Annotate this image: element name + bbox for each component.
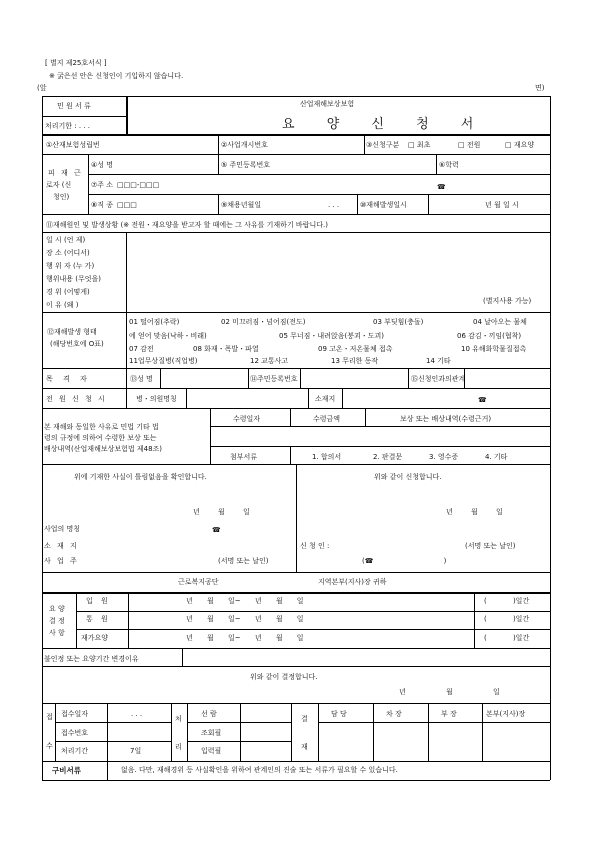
receipt-label-a: 접 — [46, 713, 53, 721]
applicant-sign: (서명 또는 날인) — [465, 542, 516, 550]
decision-inpatient: 입 원 — [86, 597, 111, 605]
org-name: 산업재해보상보험 — [300, 100, 355, 108]
home-days: ( )일간 — [484, 634, 530, 642]
company-phone-icon: ☎ — [212, 526, 221, 534]
page-title: 요 양 신 청 서 — [282, 117, 488, 132]
query-label: 조회필 — [201, 729, 222, 737]
witness-label: 목 격 자 — [46, 375, 91, 383]
attach-other[interactable]: 4. 기타 — [485, 453, 508, 461]
cause-who: 행 위 자 (누 가) — [46, 262, 95, 270]
decision-label-3: 사 항 — [49, 629, 65, 637]
apply-option-transfer[interactable]: □ 전원 — [458, 141, 481, 149]
cause-where: 장 소 (어디서) — [46, 249, 90, 257]
apply-option-first[interactable]: □ 최초 — [408, 141, 431, 149]
approval-staff: 담 당 — [331, 710, 347, 718]
outpatient-days: ( )일간 — [484, 615, 530, 623]
apply-type-label: ③신청구분 — [366, 141, 400, 149]
hospital-name-label: 병・의원명칭 — [136, 395, 177, 403]
receive-date-dots: . . . — [131, 710, 143, 718]
check-label: 선 람 — [201, 710, 217, 718]
form12-05[interactable]: 05 무너짐・내려앉음(붕괴・도괴) — [279, 332, 384, 340]
witness-rrn: ⑭주민등록번호 — [250, 375, 298, 383]
business-no-label: ②사업개시번호 — [221, 141, 268, 149]
apply-statement: 위와 같이 신청합니다. — [374, 473, 442, 481]
form12-08[interactable]: 08 화재・폭발・파열 — [193, 345, 259, 353]
approval-label-a: 결 — [301, 715, 308, 723]
border-bottom — [42, 780, 550, 781]
form12-11[interactable]: 11업무상질병(직업병) — [129, 357, 198, 365]
footer-label: 구비서류 — [52, 766, 81, 775]
border-left — [42, 96, 43, 780]
decision-label: 결 정 — [49, 617, 65, 625]
home-period: 년 월 일~ 년 월 일 — [186, 634, 304, 642]
cause-header: ⑪재해원인 및 발생상황 (※ 전원・재요양을 받고자 할 때에는 그 사유를 기재하기 바랍니다.) — [46, 221, 328, 229]
input-label: 입력필 — [201, 747, 222, 755]
address-label: ⑦주 소 — [91, 181, 114, 189]
cause-when: 일 시 (언 제) — [46, 236, 86, 244]
form12-label: ⑫재해발생 형태 — [47, 328, 97, 336]
comp-text-1: 본 재해와 동일한 사유로 민법 기타 법 — [44, 423, 159, 431]
form12-14[interactable]: 14 기타 — [426, 357, 451, 365]
form12-13[interactable]: 13 무리한 동작 — [331, 357, 379, 365]
job-label: ⑧직 종 — [91, 201, 114, 209]
front-label: (앞 — [37, 84, 47, 92]
attach-judgment[interactable]: 2. 판결문 — [373, 453, 403, 461]
witness-relation: ⑮신청인과의관계 — [411, 375, 466, 383]
applicant-label: 신 청 인 : — [300, 542, 330, 550]
address-postcode[interactable]: □□□-□□□ — [117, 181, 160, 189]
comp-text-3: 배상내역(산업재해보상보험법 제48조) — [44, 445, 163, 453]
form12-12[interactable]: 12 교통사고 — [250, 357, 289, 365]
process-label-a: 처 — [175, 715, 182, 723]
form-note: ※ 굵은선 안은 신청인이 기입하지 않습니다. — [49, 72, 184, 80]
form12-04[interactable]: 04 날아오는 물체 — [473, 318, 527, 326]
confirm-statement: 위에 기재한 사실이 틀림없음을 확인합니다. — [74, 473, 207, 481]
decided-statement: 위와 같이 결정합니다. — [250, 673, 318, 681]
form12-sublabel: (해당번호에 O표) — [50, 340, 104, 348]
form12-07[interactable]: 07 감전 — [129, 345, 154, 353]
inpatient-days: ( )일간 — [484, 597, 530, 605]
approval-dept: 부 장 — [441, 710, 457, 718]
processing-deadline: 처리기한 : . . . — [45, 122, 90, 130]
prior-hospital-label: 전 원 신 청 시 — [46, 395, 107, 403]
injured-label: 로자 (신 — [46, 181, 72, 189]
owner-sign: (서명 또는 날인) — [218, 557, 269, 565]
cause-how: 경 위 (어떻게) — [46, 288, 90, 296]
hire-date-label: ⑨채용년월일 — [221, 201, 262, 209]
process-label-b: 리 — [175, 743, 182, 751]
agency-name: 근로복지공단 — [178, 578, 219, 586]
attach-label: 첨부서류 — [230, 453, 258, 461]
form12-10[interactable]: 10 유해화학물질접촉 — [461, 345, 527, 353]
form12-03[interactable]: 03 부딪힘(충돌) — [373, 318, 424, 326]
receive-date-label: 접수일자 — [61, 710, 89, 718]
deadline-label: 처리기간 — [61, 747, 89, 755]
approval-label-b: 재 — [301, 743, 308, 751]
rrn-label: ⑤ 주민등록번호 — [221, 161, 271, 169]
applicant-phone: (☎ ) — [362, 557, 447, 565]
inpatient-period: 년 월 일~ 년 월 일 — [186, 597, 304, 605]
company-location-label: 소 재 지 — [44, 542, 79, 550]
approval-head: 본부(지사)장 — [486, 710, 526, 718]
comp-col-amount: 수령금액 — [313, 415, 341, 423]
cause-appendix-note: (별지사용 가능) — [483, 297, 532, 305]
form12-01[interactable]: 01 떨어짐(추락) — [129, 318, 180, 326]
branch-addressee: 지역본부(지사)장 귀하 — [318, 578, 387, 586]
footer-text: 없음. 다만, 재해경위 등 사실확인을 위하여 관계인의 진술 또는 서류가 필요할 수 있습니다. — [121, 766, 398, 774]
form-number: [ 별지 제25호서식 ] — [45, 59, 107, 67]
border-right — [550, 96, 551, 780]
comp-text-2: 령의 규정에 의하여 수령한 보상 또는 — [44, 434, 157, 442]
attach-receipt[interactable]: 3. 영수증 — [429, 453, 459, 461]
comp-col-detail: 보상 또는 배상내역(수령근거) — [400, 415, 492, 423]
cause-why: 이 유 (왜 ) — [46, 301, 79, 309]
education-label: ⑥학력 — [439, 161, 459, 169]
accident-datetime-label: ⑩재해발생일시 — [360, 201, 407, 209]
form12-06[interactable]: 06 감김・끼임(협착) — [457, 332, 522, 340]
phone-icon: ☎ — [437, 183, 446, 191]
name-label: ④성 명 — [91, 161, 114, 169]
outpatient-period: 년 월 일~ 년 월 일 — [186, 615, 304, 623]
insurance-no-label: ①산재보험성립번 — [46, 141, 100, 149]
side-label: 면) — [535, 84, 545, 92]
form12-04-cont: 에 얻어 맞음(낙하・비래) — [129, 332, 207, 340]
accident-datetime-value: 년 월 일 시 — [485, 201, 519, 209]
company-name-label: 사업의 명칭 — [44, 525, 81, 533]
hire-date-dots: . . . — [328, 201, 340, 209]
approval-chief: 차 장 — [386, 710, 402, 718]
confirm-date: 년 월 일 — [193, 508, 250, 516]
form12-02[interactable]: 02 미끄러짐・넘어짐(전도) — [221, 318, 306, 326]
decision-home: 재가요양 — [81, 634, 109, 642]
attach-agreement[interactable]: 1. 합의서 — [312, 453, 342, 461]
receive-no-label: 접수번호 — [61, 729, 89, 737]
decision-label-1: 요 양 — [49, 605, 65, 613]
owner-label: 사 업 주 — [44, 557, 79, 565]
cause-what: 행위내용 (무엇을) — [46, 275, 102, 283]
deadline-value: 7일 — [130, 747, 142, 755]
decided-date: 년 월 일 — [399, 688, 500, 696]
receipt-label-b: 수 — [46, 742, 53, 750]
form12-09[interactable]: 09 고온・저온물체 접촉 — [318, 345, 393, 353]
change-reason-label: 불인정 또는 요양기간 변경이유 — [44, 655, 139, 663]
apply-date: 년 월 일 — [446, 508, 503, 516]
witness-name: ⑬성 명 — [130, 375, 153, 383]
comp-col-date: 수령일자 — [233, 415, 261, 423]
hospital-location-label: 소재지 — [315, 395, 336, 403]
civil-doc-label: 민 원 서 류 — [57, 102, 91, 110]
job-code[interactable]: □□□ — [117, 201, 137, 209]
hospital-phone-icon: ☎ — [478, 396, 487, 404]
apply-option-rerecur[interactable]: □ 재요양 — [505, 141, 535, 149]
decision-outpatient: 통 원 — [86, 615, 111, 623]
border-top — [42, 96, 550, 97]
